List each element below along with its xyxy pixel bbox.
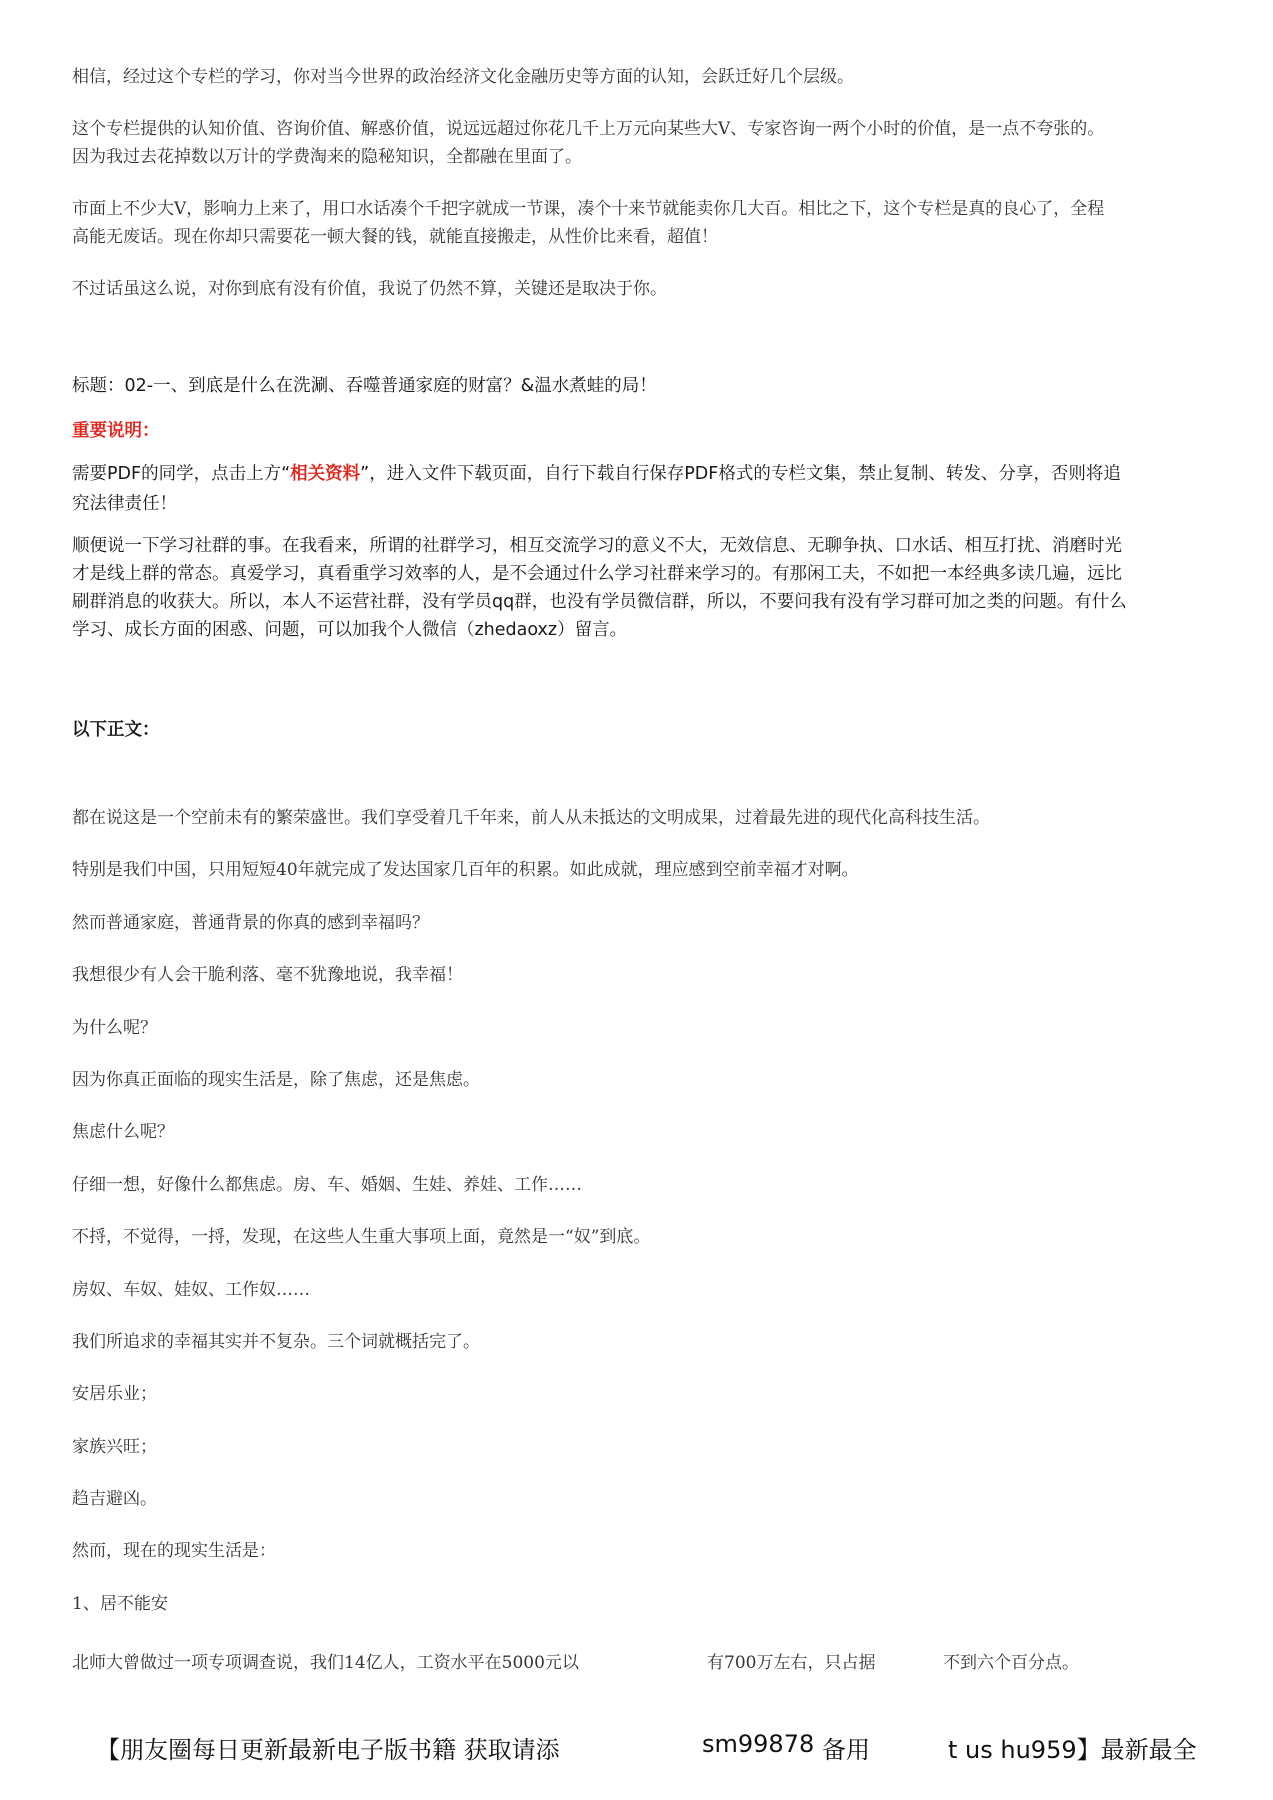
related-materials-link[interactable]: 相关资料 [290, 464, 361, 484]
body-line: 特别是我们中国，只用短短40年就完成了发达国家几百年的积累。如此成就，理应感到空前幸福才对啊。 [72, 860, 859, 881]
body-line: 趋吉避凶。 [72, 1489, 157, 1510]
survey-line-segment-3: 不到六个百分点。 [943, 1653, 1079, 1673]
body-text-lines [72, 808, 1202, 1646]
body-line: 我想很少有人会干脆利落、毫不犹豫地说，我幸福！ [72, 965, 463, 986]
body-line: 为什么呢？ [72, 1017, 157, 1038]
community-line-4: 学习、成长方面的困惑、问题，可以加我个人微信（zhedaoxz）留言。 [72, 620, 628, 640]
pdf-notice-text-a: 需要PDF的同学，点击上方“ [72, 464, 291, 484]
footer-promo-segment-3: 备用 [822, 1736, 870, 1764]
pdf-notice-line-1 [72, 460, 1212, 488]
body-line: 不捋，不觉得，一捋，发现，在这些人生重大事项上面，竟然是一“奴”到底。 [72, 1227, 651, 1248]
body-line: 仔细一想，好像什么都焦虑。房、车、婚姻、生娃、养娃、工作…… [72, 1174, 582, 1195]
body-line: 然而普通家庭，普通背景的你真的感到幸福吗？ [72, 912, 429, 933]
intro-paragraph-3-line-1: 市面上不少大V，影响力上来了，用口水话凑个千把字就成一节课，凑个十来节就能卖你几大百。相比之下，这个专栏是真的良心了，全程 [72, 199, 1105, 219]
body-line: 我们所追求的幸福其实并不复杂。三个词就概括完了。 [72, 1331, 480, 1352]
community-line-3: 刷群消息的收获大。所以，本人不运营社群，没有学员qq群，也没有学员微信群，所以，不要问我有没有学习群可加之类的问题。有什么 [72, 592, 1127, 612]
intro-paragraph-4: 不过话虽这么说，对你到底有没有价值，我说了仍然不算，关键还是取决于你。 [72, 279, 667, 299]
intro-paragraph-2-line-2: 因为我过去花掉数以万计的学费淘来的隐秘知识，全都融在里面了。 [72, 147, 582, 167]
footer-promo-segment-1: 【朋友圈每日更新最新电子版书籍 获取请添 [96, 1736, 560, 1764]
body-line: 家族兴旺； [72, 1436, 157, 1457]
footer-promo-segment-2: sm99878 [702, 1730, 815, 1758]
intro-paragraph-3-line-2: 高能无废话。现在你却只需要花一顿大餐的钱，就能直接搬走，从性价比来看，超值！ [72, 227, 718, 247]
body-line: 焦虑什么呢？ [72, 1122, 174, 1143]
intro-paragraph-1: 相信，经过这个专栏的学习，你对当今世界的政治经济文化金融历史等方面的认知，会跃迁好几个层级。 [72, 67, 854, 87]
article-title: 标题：02-一、到底是什么在洗涮、吞噬普通家庭的财富？&温水煮蛙的局！ [72, 376, 657, 396]
intro-paragraph-2-line-1: 这个专栏提供的认知价值、咨询价值、解惑价值，说远远超过你花几千上万元向某些大V、专家咨询一两个小时的价值，是一点不夸张的。 [72, 119, 1105, 139]
body-line: 都在说这是一个空前未有的繁荣盛世。我们享受着几千年来，前人从未抵达的文明成果，过着最先进的现代化高科技生活。 [72, 808, 990, 828]
survey-line-segment-1: 北师大曾做过一项专项调查说，我们14亿人，工资水平在5000元以 [72, 1653, 579, 1673]
community-line-1: 顺便说一下学习社群的事。在我看来，所谓的社群学习，相互交流学习的意义不大，无效信息、无聊争执、口水话、相互打扰、消磨时光 [72, 536, 1122, 556]
body-line: 安居乐业； [72, 1384, 157, 1405]
community-line-2: 才是线上群的常态。真爱学习，真看重学习效率的人，是不会通过什么学习社群来学习的。有那闲工夫，不如把一本经典多读几遍，远比 [72, 564, 1122, 584]
body-line: 然而，现在的现实生活是： [72, 1541, 276, 1562]
body-line: 房奴、车奴、娃奴、工作奴…… [72, 1279, 310, 1300]
main-text-label: 以下正文： [72, 720, 160, 740]
pdf-notice-text-b: ”，进入文件下载页面，自行下载自行保存PDF格式的专栏文集，禁止复制、转发、分享，否则将追 [360, 464, 1121, 484]
pdf-notice-line-2: 究法律责任！ [72, 494, 177, 514]
footer-promo-segment-4: t us hu959】最新最全 [948, 1736, 1197, 1764]
body-line: 1、居不能安 [72, 1593, 168, 1614]
body-line: 因为你真正面临的现实生活是，除了焦虑，还是焦虑。 [72, 1069, 480, 1090]
important-notice-label: 重要说明： [72, 421, 160, 441]
survey-line-segment-2: 有700万左右，只占据 [707, 1653, 876, 1673]
